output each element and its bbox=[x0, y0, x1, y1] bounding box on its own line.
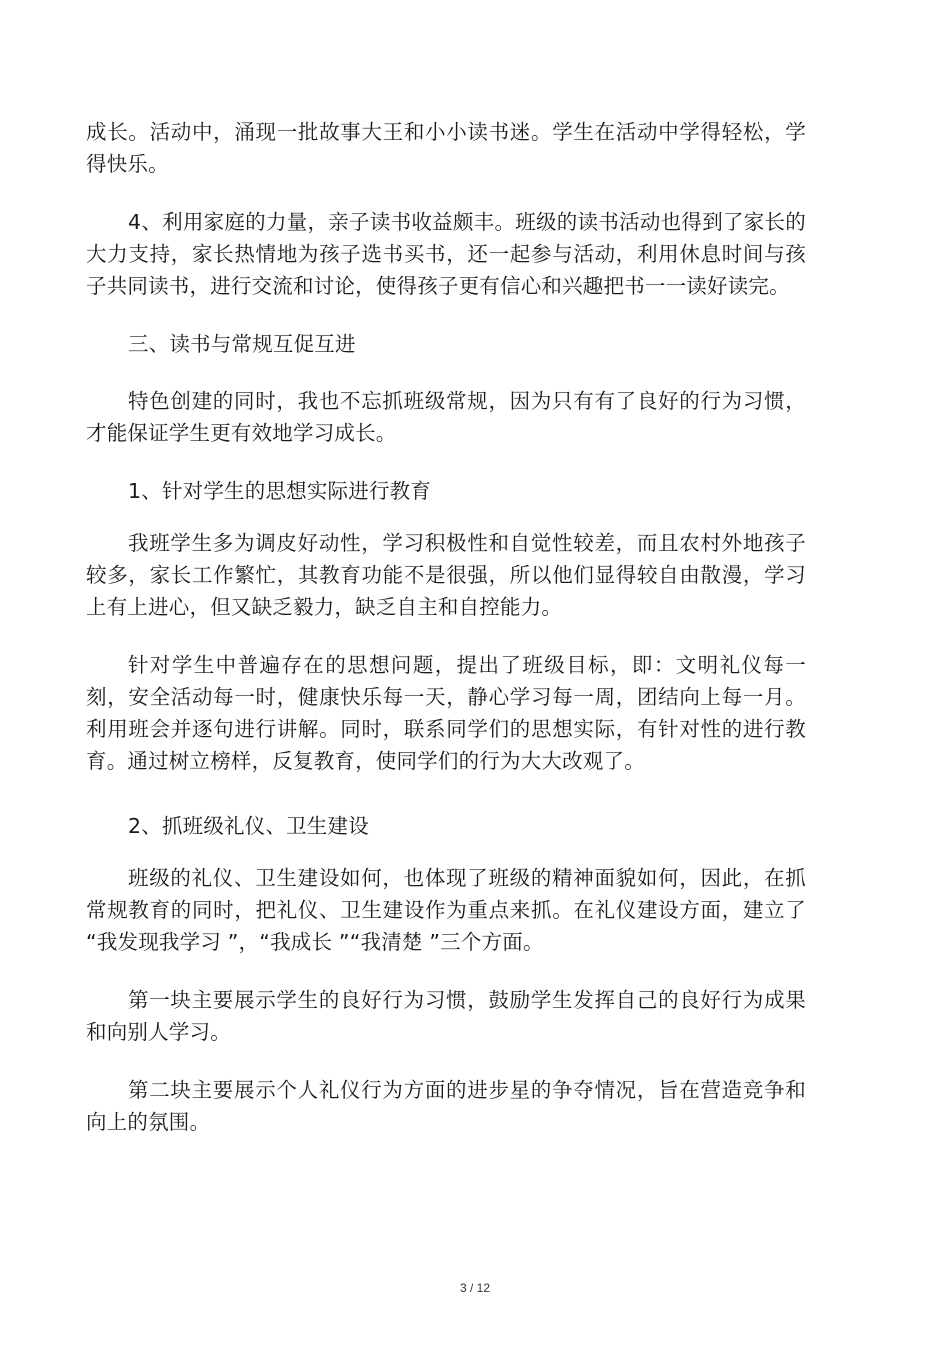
paragraph-first-section: 第一块主要展示学生的良好行为习惯，鼓励学生发挥自己的良好行为成果和向别人学习。 bbox=[86, 988, 806, 1044]
paragraph-etiquette-construction: 班级的礼仪、卫生建设如何，也体现了班级的精神面貌如何，因此，在抓常规教育的同时，把礼仪、卫生建设作为重点来抓。在礼仪建设方面，建立了 “我发现我学习 ”，“我成长 ”“我清楚 ”三个方面。 bbox=[86, 866, 806, 954]
paragraph-routine-intro: 特色创建的同时，我也不忘抓班级常规，因为只有有了良好的行为习惯，才能保证学生更有效地学习成长。 bbox=[86, 389, 806, 445]
paragraph-second-section: 第二块主要展示个人礼仪行为方面的进步星的争夺情况，旨在营造竞争和向上的氛围。 bbox=[86, 1078, 806, 1134]
page-number: 3 / 12 bbox=[459, 1281, 491, 1295]
subheading-ideological-education: 1、针对学生的思想实际进行教育 bbox=[128, 479, 432, 503]
subheading-etiquette-hygiene: 2、抓班级礼仪、卫生建设 bbox=[128, 814, 369, 838]
paragraph-class-situation: 我班学生多为调皮好动性，学习积极性和自觉性较差，而且农村外地孩子较多，家长工作繁忙，其教育功能不是很强，所以他们显得较自由散漫，学习上有上进心，但又缺乏毅力，缺乏自主和自控能力。 bbox=[86, 531, 806, 619]
paragraph-class-goals: 针对学生中普遍存在的思想问题，提出了班级目标，即：文明礼仪每一刻，安全活动每一时，健康快乐每一天，静心学习每一周，团结向上每一月。利用班会并逐句进行讲解。同时，联系同学们的思想实际，有针对性的进行教育。通过树立榜样，反复教育，使同学们的行为大大改观了。 bbox=[86, 653, 806, 773]
section-heading-reading-routine: 三、读书与常规互促互进 bbox=[128, 332, 356, 356]
paragraph-growth-continued: 成长。活动中，涌现一批故事大王和小小读书迷。学生在活动中学得轻松，学得快乐。 bbox=[86, 120, 806, 176]
paragraph-family-reading: 4、利用家庭的力量，亲子读书收益颇丰。班级的读书活动也得到了家长的大力支持，家长热情地为孩子选书买书，还一起参与活动，利用休息时间与孩子共同读书，进行交流和讨论，使得孩子更有信心和兴趣把书一一读好读完。 bbox=[86, 210, 806, 298]
